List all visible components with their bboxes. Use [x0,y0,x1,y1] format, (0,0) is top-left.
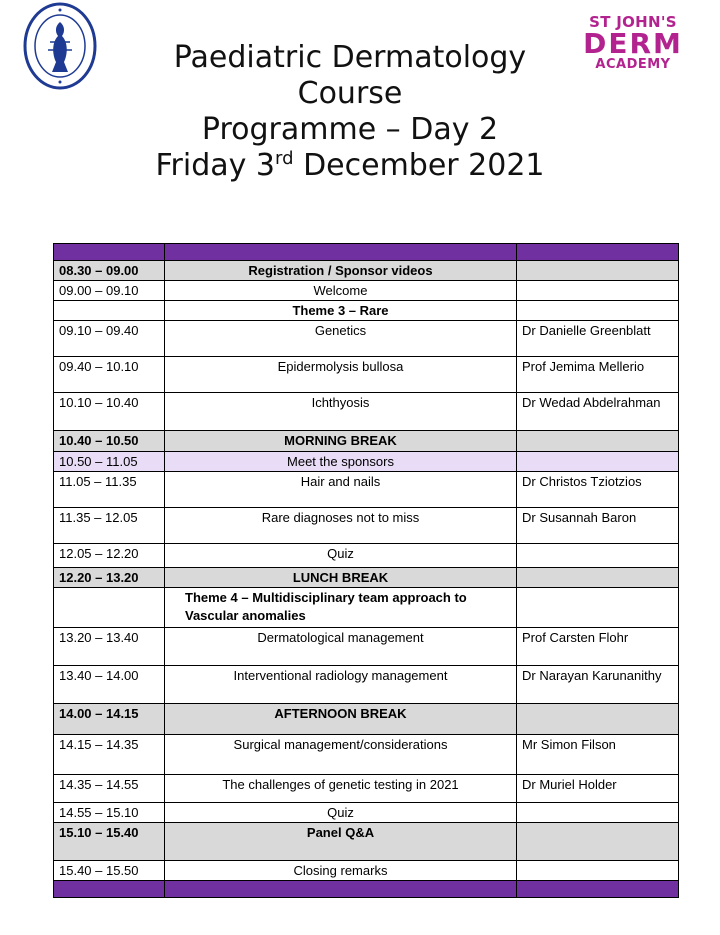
table-row [54,588,679,628]
session-cell: Quiz [165,544,517,568]
table-row [54,861,679,881]
session-cell: LUNCH BREAK [165,568,517,588]
speaker-cell: Dr Wedad Abdelrahman [517,393,679,431]
table-row [54,544,679,568]
speaker-cell [517,452,679,472]
time-cell: 13.40 – 14.00 [54,666,165,704]
table-row [54,301,679,321]
speaker-cell [517,281,679,301]
title-line-1: Paediatric Dermatology [173,40,527,75]
speaker-cell [517,301,679,321]
session-cell: The challenges of genetic testing in 2021 [165,775,517,803]
time-cell: 10.10 – 10.40 [54,393,165,431]
time-cell: 14.15 – 14.35 [54,735,165,775]
institute-seal-logo [22,2,98,90]
logo-line-3: ACADEMY [595,57,671,72]
session-cell: Rare diagnoses not to miss [165,508,517,544]
logo-line-1: ST JOHN'S [589,13,677,31]
table-row [54,775,679,803]
time-cell: 10.40 – 10.50 [54,431,165,452]
time-cell [54,301,165,321]
title-line-3: Programme – Day 2 [201,112,499,147]
speaker-cell: Dr Muriel Holder [517,775,679,803]
header-band [54,244,679,261]
time-cell: 11.35 – 12.05 [54,508,165,544]
logo-line-2: DERM [583,27,683,60]
speaker-cell [517,803,679,823]
table-row [54,452,679,472]
session-cell: Meet the sponsors [165,452,517,472]
session-cell: Welcome [165,281,517,301]
session-cell: Panel Q&A [165,823,517,861]
speaker-cell [517,568,679,588]
table-row [54,393,679,431]
table-row [54,568,679,588]
session-cell: Genetics [165,321,517,357]
session-cell: Hair and nails [165,472,517,508]
speaker-cell [517,544,679,568]
time-cell: 13.20 – 13.40 [54,628,165,666]
speaker-cell: Prof Carsten Flohr [517,628,679,666]
table-row [54,666,679,704]
speaker-cell: Dr Susannah Baron [517,508,679,544]
time-cell: 15.40 – 15.50 [54,861,165,881]
time-cell: 08.30 – 09.00 [54,261,165,281]
table-row [54,431,679,452]
session-cell: Ichthyosis [165,393,517,431]
session-cell: Dermatological management [165,628,517,666]
time-cell: 14.35 – 14.55 [54,775,165,803]
time-cell: 12.20 – 13.20 [54,568,165,588]
time-cell [54,588,165,628]
speaker-cell [517,704,679,735]
time-cell: 14.00 – 14.15 [54,704,165,735]
speaker-cell: Prof Jemima Mellerio [517,357,679,393]
table-row [54,704,679,735]
table-row [54,281,679,301]
title-line-2: Course [297,76,403,111]
session-cell: MORNING BREAK [165,431,517,452]
time-cell: 09.10 – 09.40 [54,321,165,357]
session-cell: Quiz [165,803,517,823]
date-ordinal: rd [275,148,294,169]
session-cell: Registration / Sponsor videos [165,261,517,281]
session-cell: Interventional radiology management [165,666,517,704]
time-cell: 14.55 – 15.10 [54,803,165,823]
page-title [110,40,590,184]
table-row [54,735,679,775]
speaker-cell [517,588,679,628]
table-row [54,357,679,393]
time-cell: 09.00 – 09.10 [54,281,165,301]
table-row [54,472,679,508]
speaker-cell [517,861,679,881]
table-row [54,508,679,544]
date-prefix: Friday 3 [155,148,276,183]
speaker-cell [517,823,679,861]
speaker-cell: Dr Narayan Karunanithy [517,666,679,704]
programme-table [53,243,679,898]
table-row [54,803,679,823]
footer-band [54,881,679,898]
session-cell: Epidermolysis bullosa [165,357,517,393]
session-cell: Closing remarks [165,861,517,881]
time-cell: 09.40 – 10.10 [54,357,165,393]
theme-heading: Theme 3 – Rare [165,301,517,321]
time-cell: 12.05 – 12.20 [54,544,165,568]
session-cell: Surgical management/considerations [165,735,517,775]
time-cell: 11.05 – 11.35 [54,472,165,508]
speaker-cell: Mr Simon Filson [517,735,679,775]
speaker-cell [517,261,679,281]
theme-heading: Theme 4 – Multidisciplinary team approach to Vascular anomalies [165,588,517,628]
speaker-cell: Dr Danielle Greenblatt [517,321,679,357]
title-date [110,148,590,184]
table-row [54,321,679,357]
table-row [54,823,679,861]
table-row [54,261,679,281]
speaker-cell: Dr Christos Tziotzios [517,472,679,508]
session-cell: AFTERNOON BREAK [165,704,517,735]
speaker-cell [517,431,679,452]
date-suffix: December 2021 [293,148,545,183]
time-cell: 10.50 – 11.05 [54,452,165,472]
derm-academy-logo [578,14,688,84]
time-cell: 15.10 – 15.40 [54,823,165,861]
table-row [54,628,679,666]
